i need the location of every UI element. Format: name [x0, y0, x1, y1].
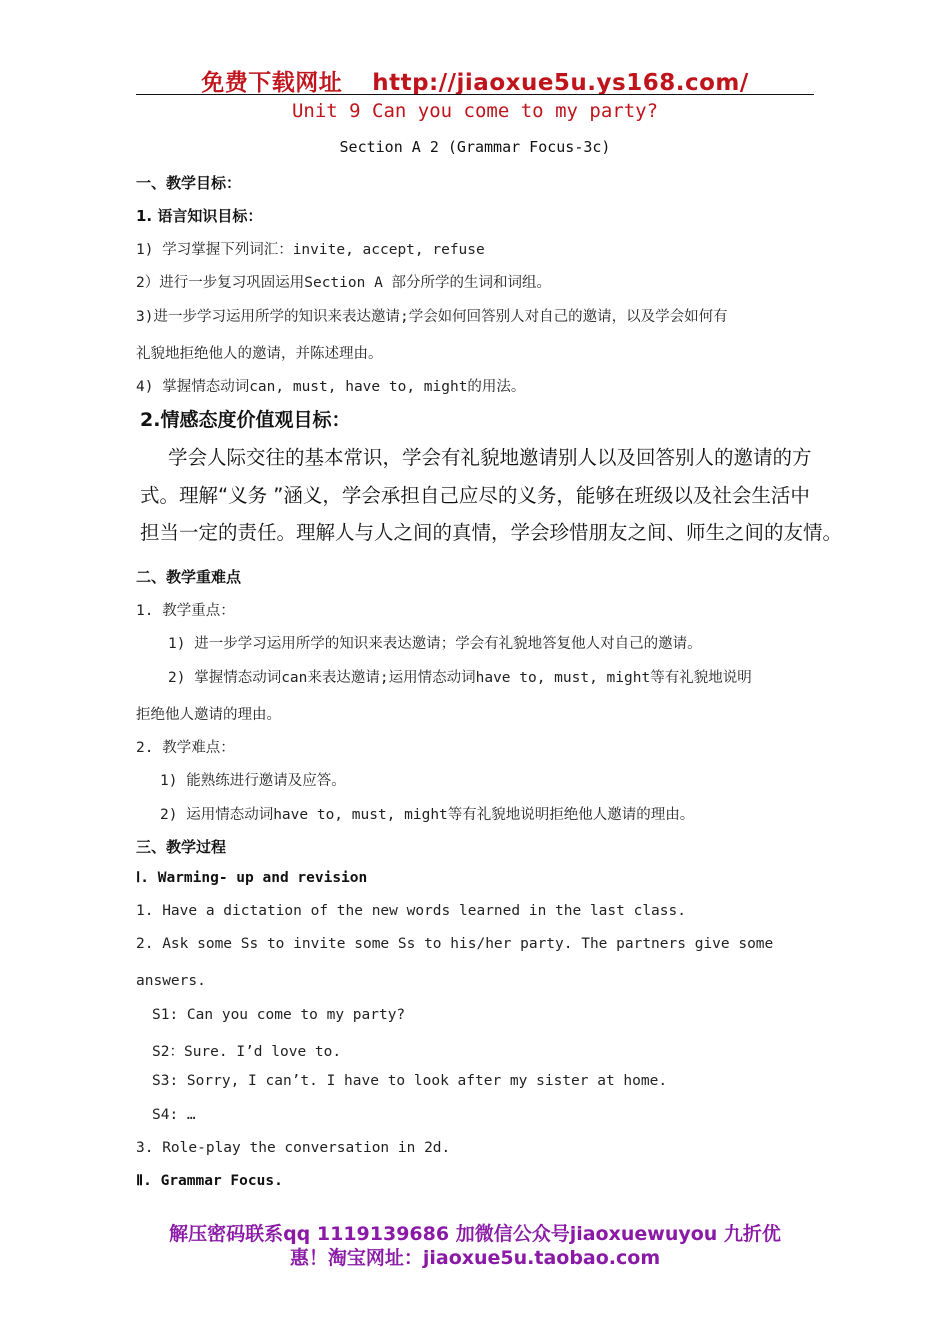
section-heading-process: 三、教学过程	[136, 838, 227, 856]
text-line: 学会人际交往的基本常识，学会有礼貌地邀请别人以及回答别人的邀请的方	[168, 446, 812, 469]
text-line: 1. 教学重点：	[136, 603, 235, 619]
footer-line-1: 解压密码联系qq 1119139686 加微信公众号jiaoxuewuyou 九折优	[169, 1223, 781, 1245]
section-heading-objectives: 一、教学目标：	[136, 174, 242, 192]
dialogue-line: S1: Can you come to my party?	[152, 1007, 406, 1023]
header-banner	[0, 64, 950, 97]
dialogue-line: S3: Sorry, I can’t. I have to look after my sister at home.	[152, 1073, 668, 1089]
text-line: 1) 能熟练进行邀请及应答。	[160, 773, 346, 789]
text-line: 2) 运用情态动词have to, must, might等有礼貌地说明拒绝他人邀请的理由。	[160, 807, 695, 823]
text-line: 2）进行一步复习巩固运用Section A 部分所学的生词和词组。	[136, 275, 552, 291]
page-title: Unit 9 Can you come to my party?	[291, 100, 659, 122]
text-line: 1. Have a dictation of the new words learned in the last class.	[136, 903, 686, 919]
text-line: 礼貌地拒绝他人的邀请，并陈述理由。	[136, 346, 383, 362]
text-line: answers.	[136, 973, 206, 989]
text-line: 2. 教学难点：	[136, 740, 235, 756]
text-line: 2) 掌握情态动词can来表达邀请;运用情态动词have to, must, might等有礼貌地说明	[168, 670, 752, 686]
step-heading-warming-up: Ⅰ. Warming- up and revision	[136, 870, 368, 886]
text-line: 担当一定的责任。理解人与人之间的真情，学会珍惜朋友之间、师生之间的友情。	[140, 521, 843, 544]
header-url-link[interactable]: http://jiaoxue5u.ys168.com/	[372, 70, 749, 96]
text-line: 拒绝他人邀请的理由。	[136, 707, 281, 723]
text-line: 4) 掌握情态动词can, must, have to, might的用法。	[136, 379, 526, 395]
dialogue-line: S4: …	[152, 1107, 196, 1123]
text-line: 式。理解“义务 ”涵义，学会承担自己应尽的义务，能够在班级以及社会生活中	[140, 484, 810, 507]
section-heading-key-points: 二、教学重难点	[136, 568, 242, 586]
text-line: 3. Role-play the conversation in 2d.	[136, 1140, 451, 1156]
subheading-emotion-goals: 2.情感态度价值观目标：	[140, 409, 351, 431]
text-line: 1) 进一步学习运用所学的知识来表达邀请；学会有礼貌地答复他人对自己的邀请。	[168, 636, 702, 652]
dialogue-line: S2：Sure. I’d love to.	[152, 1044, 342, 1060]
footer-line-2: 惠！淘宝网址：jiaoxue5u.taobao.com	[289, 1247, 661, 1269]
page-subtitle: Section A 2 (Grammar Focus-3c)	[339, 138, 611, 156]
step-heading-grammar-focus: Ⅱ. Grammar Focus.	[136, 1173, 283, 1189]
header-divider	[136, 94, 814, 95]
text-line: 3)进一步学习运用所学的知识来表达邀请;学会如何回答别人对自己的邀请，以及学会如何有	[136, 309, 728, 325]
text-line: 1) 学习掌握下列词汇：invite, accept, refuse	[136, 242, 485, 258]
header-label: 免费下载网址	[201, 70, 343, 96]
subheading-language-goals: 1. 语言知识目标：	[136, 207, 263, 225]
text-line: 2. Ask some Ss to invite some Ss to his/her party. The partners give some	[136, 936, 774, 952]
